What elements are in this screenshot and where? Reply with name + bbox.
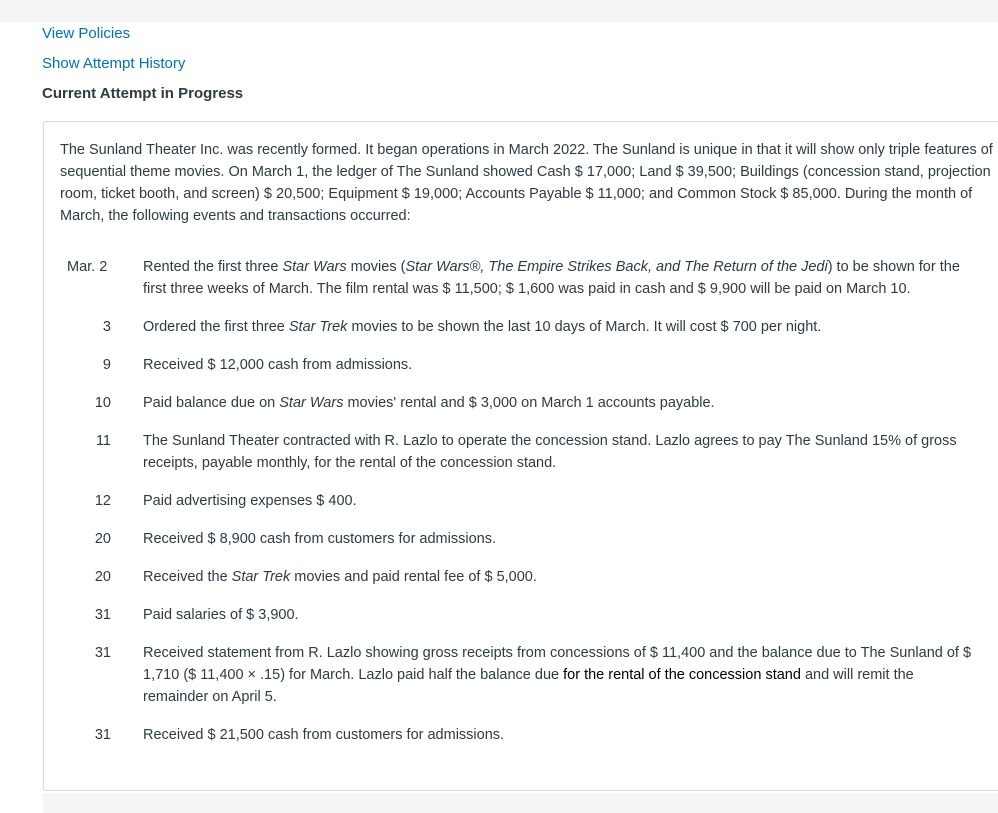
show-attempt-history-link[interactable]: Show Attempt History — [42, 55, 186, 72]
transaction-date: 9 — [102, 357, 111, 373]
transaction-date: 31 — [94, 727, 111, 743]
transaction-date: 10 — [94, 395, 111, 411]
transaction-date: 3 — [102, 319, 111, 335]
transaction-text: Received statement from R. Lazlo showing gross receipts from concessions of $ 11,400 and the balance due to The Sunland of $ 1,710 ($ 11,400 × .15) for March. Lazlo paid half the balance due for the rental of the concession stand and will remit the remainder on April 5. — [143, 645, 972, 705]
transaction-date: 11 — [95, 433, 111, 449]
transaction-text: Paid balance due on Star Wars movies' rental and $ 3,000 on March 1 accounts payable. — [143, 395, 715, 411]
transaction-date: 31 — [94, 607, 111, 623]
transaction-date: 20 — [94, 531, 111, 547]
transaction-text: Paid salaries of $ 3,900. — [143, 607, 299, 623]
transaction-text: Received the Star Trek movies and paid rental fee of $ 5,000. — [143, 569, 537, 585]
transaction-date: 12 — [94, 493, 111, 509]
transaction-text: Received $ 12,000 cash from admissions. — [143, 357, 413, 373]
current-attempt-label: Current Attempt in Progress — [42, 85, 244, 102]
transaction-date: 20 — [94, 569, 111, 585]
transaction-text: Received $ 8,900 cash from customers for admissions. — [143, 531, 496, 547]
transaction-text: The Sunland Theater contracted with R. Lazlo to operate the concession stand. Lazlo agrees to pay The Sunland 15% of gross receipts, payable monthly, for the rental of the concession stand. — [143, 433, 957, 471]
transaction-text: Paid advertising expenses $ 400. — [143, 493, 357, 509]
transaction-text: Ordered the first three Star Trek movies to be shown the last 10 days of March. It will cost $ 700 per night. — [143, 319, 822, 335]
view-policies-link[interactable]: View Policies — [42, 25, 131, 42]
transaction-text: Received $ 21,500 cash from customers for admissions. — [143, 727, 505, 743]
top-strip — [0, 0, 998, 22]
transaction-text: Rented the first three Star Wars movies (Star Wars®, The Empire Strikes Back, and The Return of the Jedi) to be shown for the first three weeks of March. The film rental was $ 11,500; $ 1,600 was paid in cash and $ 9,900 will be paid on March 10. — [143, 259, 960, 297]
footer-strip — [43, 793, 998, 813]
problem-intro: The Sunland Theater Inc. was recently formed. It began operations in March 2022. The Sunland is unique in that it will show only triple features of sequential theme movies. On March 1, the ledger of The Sunland showed Cash $ 17,000; Land $ 39,500; Buildings (concession stand, projection room, ticket booth, and screen) $ 20,500; Equipment $ 19,000; Accounts Payable $ 11,000; and Common Stock $ 85,000. During the month of March, the following events and transactions occurred: — [60, 142, 993, 224]
attempt-nav — [0, 22, 998, 122]
transaction-date: 31 — [94, 645, 111, 661]
transaction-date: Mar. 2 — [67, 259, 108, 275]
question-card — [43, 121, 998, 791]
